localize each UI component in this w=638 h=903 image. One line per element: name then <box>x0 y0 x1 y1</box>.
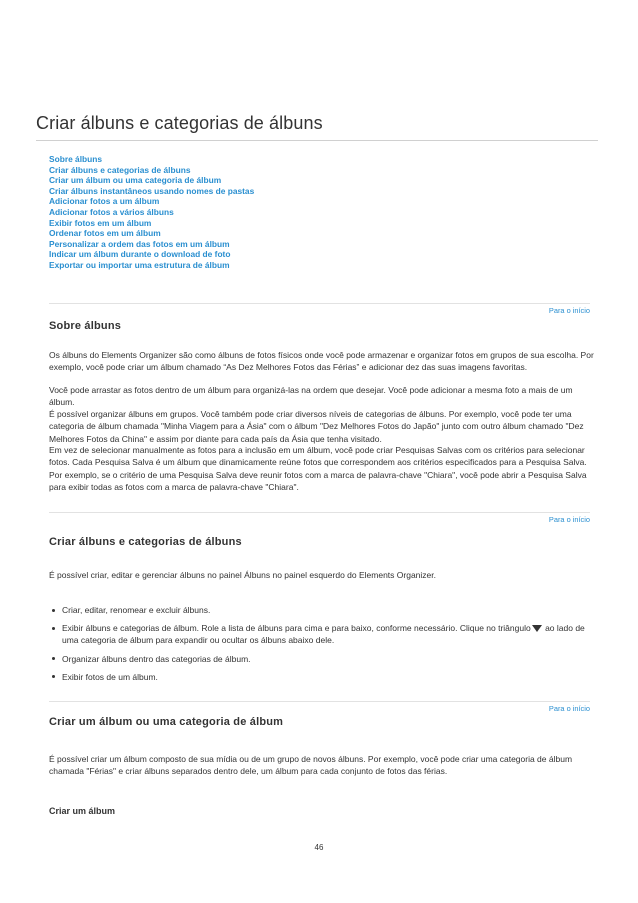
section-divider <box>49 512 590 513</box>
toc-link-adicionar-fotos[interactable]: Adicionar fotos a um álbum <box>49 196 160 207</box>
paragraph: Em vez de selecionar manualmente as fotos para a inclusão em um álbum, você pode criar Pesquisas Salvas com os critérios para selecionar fotos. Cada Pesquisa Salva é um álbum que dinamicamente reúne fotos que correspondem aos critérios especificados para a Pesquisa Salva. Por exemplo, se o critério de uma Pesquisa Salva deve reunir fotos com a marca de palavra-chave "Chiara", você pode abrir a Pesquisa Salva para exibir todas as fotos com a marca de palavra-chave "Chiara". <box>49 445 587 493</box>
toc-link-criar-albuns-categorias[interactable]: Criar álbuns e categorias de álbuns <box>49 164 191 175</box>
toc-link-indicar-album[interactable]: Indicar um álbum durante o download de foto <box>49 249 231 260</box>
paragraph: Os álbuns do Elements Organizer são como álbuns de fotos físicos onde você pode armazenar e organizar fotos em grupos de sua escolha. Por exemplo, você pode criar um álbum chamado “As Dez Melhores Fotos das Férias” e adicionar dez das suas imagens favoritas. <box>49 350 594 373</box>
page-title: Criar álbuns e categorias de álbuns <box>36 113 323 133</box>
title-divider <box>36 140 598 141</box>
back-to-top-link[interactable]: Para o início <box>548 704 590 713</box>
section-heading-criar-albuns: Criar álbuns e categorias de álbuns <box>49 536 242 548</box>
paragraph: É possível criar um álbum composto de sua mídia ou de um grupo de novos álbuns. Por exemplo, você pode criar uma categoria de álbum chamada "Férias" e criar álbuns separados dentro dele, um álbum para cada conjunto de fotos das férias. <box>49 754 573 777</box>
list-item: Organizar álbuns dentro das categorias de álbum. <box>49 653 597 665</box>
triangle-icon <box>532 625 542 632</box>
paragraph: É possível organizar álbuns em grupos. Você também pode criar diversos níveis de categorias de álbuns. Por exemplo, você pode ter uma categoria de álbum chamada "Minha Viagem para a Ásia" com o álbum "Dez Melhores Fotos do Japão" junto com outro álbum chamado "Dez Melhores Fotos da China" e assim por diante para cada país da Ásia que tenha visitado. <box>49 409 584 444</box>
page-number: 46 <box>314 843 324 852</box>
list-item-text: ao lado de uma categoria de álbum para expandir ou ocultar os álbuns abaixo dele. <box>62 623 585 646</box>
toc-link-criar-album-categoria[interactable]: Criar um álbum ou uma categoria de álbum <box>49 175 222 186</box>
paragraph: Você pode arrastar as fotos dentro de um álbum para organizá-las na ordem que desejar. Você pode adicionar a mesma foto a mais de um álbum. <box>49 385 573 408</box>
toc-link-ordenar-fotos[interactable]: Ordenar fotos em um álbum <box>49 228 161 239</box>
list-item: Criar, editar, renomear e excluir álbuns. <box>49 604 597 616</box>
subheading-criar-um-album: Criar um álbum <box>49 806 116 816</box>
toc-link-personalizar-ordem[interactable]: Personalizar a ordem das fotos em um álbum <box>49 238 230 249</box>
back-to-top-link[interactable]: Para o início <box>548 515 590 524</box>
section-divider <box>49 303 590 304</box>
section-divider <box>49 701 590 702</box>
toc-link-exibir-fotos[interactable]: Exibir fotos em um álbum <box>49 217 152 228</box>
section-heading-sobre-albuns: Sobre álbuns <box>49 320 122 332</box>
paragraph: É possível criar, editar e gerenciar álbuns no painel Álbuns no painel esquerdo do Elements Organizer. <box>49 570 436 580</box>
toc-link-sobre-albuns[interactable]: Sobre álbuns <box>49 154 103 164</box>
toc-link-adicionar-varios[interactable]: Adicionar fotos a vários álbuns <box>49 206 174 217</box>
table-of-contents <box>49 154 254 271</box>
toc-link-exportar-importar[interactable]: Exportar ou importar uma estrutura de álbum <box>49 259 230 270</box>
list-item: Exibir fotos de um álbum. <box>49 671 597 683</box>
back-to-top-link[interactable]: Para o início <box>548 306 590 315</box>
list-item <box>49 622 597 646</box>
toc-link-albuns-instantaneos[interactable]: Criar álbuns instantâneos usando nomes de pastas <box>49 185 255 196</box>
section-heading-criar-album: Criar um álbum ou uma categoria de álbum <box>49 716 284 728</box>
list-item-text: Exibir álbuns e categorias de álbum. Role a lista de álbuns para cima e para baixo, conforme necessário. Clique no triângulo <box>62 623 531 634</box>
feature-list <box>49 604 597 689</box>
